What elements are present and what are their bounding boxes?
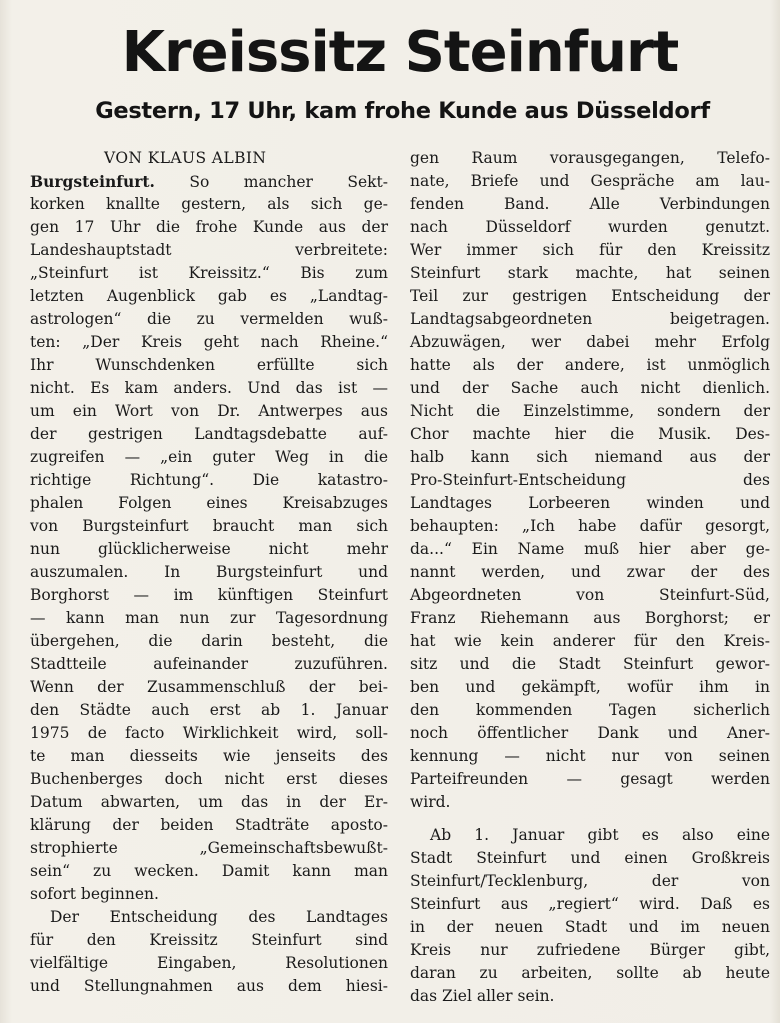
text-line: strophierte „Gemeinschaftsbewußt- [30, 839, 388, 857]
text-line: behaupten: „Ich habe dafür gesorgt, [410, 517, 770, 535]
text-line: ben und gekämpft, wofür ihm in [410, 678, 770, 696]
text-line: der gestrigen Landtagsdebatte auf- [30, 425, 388, 443]
text-line: sofort beginnen. [30, 885, 159, 903]
text-line: fenden Band. Alle Verbindungen [410, 195, 770, 213]
text-line: für den Kreissitz Steinfurt sind [30, 931, 388, 949]
paragraph-gap [410, 814, 770, 824]
text-line: wird. [410, 793, 451, 811]
text-line: te man diesseits wie jenseits des [30, 747, 388, 765]
text-line: vielfältige Eingaben, Resolutionen [30, 954, 388, 972]
text-line: Steinfurt aus „regiert“ wird. Daß es [410, 895, 770, 913]
text-line: übergehen, die darin besteht, die [30, 632, 388, 650]
text-line: Landtagsabgeordneten beigetragen. [410, 310, 770, 328]
text-line: daran zu arbeiten, sollte ab heute [410, 964, 770, 982]
text-line: den kommenden Tagen sicherlich [410, 701, 770, 719]
text-line: auszumalen. In Burgsteinfurt und [30, 563, 388, 581]
text-line: kennung — nicht nur von seinen [410, 747, 770, 765]
text-line [30, 170, 388, 193]
text-line: Steinfurt stark machte, hat seinen [410, 264, 770, 282]
text-line: Landeshauptstadt verbreitete: [30, 241, 388, 259]
text-line: sitz und die Stadt Steinfurt gewor- [410, 655, 770, 673]
text-line: hatte als der andere, ist unmöglich [410, 356, 770, 374]
text-line: korken knallte gestern, als sich ge- [30, 195, 388, 213]
text-line: Teil zur gestrigen Entscheidung der [410, 287, 770, 305]
text-line: in der neuen Stadt und im neuen [410, 918, 770, 936]
text-line: nach Düsseldorf wurden genutzt. [410, 218, 770, 236]
text-line: von Burgsteinfurt braucht man sich [30, 517, 388, 535]
text-line: sein“ zu wecken. Damit kann man [30, 862, 388, 880]
text-line: Ihr Wunschdenken erfüllte sich [30, 356, 388, 374]
text-line: Stadt Steinfurt und einen Großkreis [410, 849, 770, 867]
text-line: ten: „Der Kreis geht nach Rheine.“ [30, 333, 388, 351]
text-line: und der Sache auch nicht dienlich. [410, 379, 770, 397]
headline: Kreissitz Steinfurt [121, 20, 679, 85]
text-line: nannt werden, und zwar der des [410, 563, 770, 581]
text-line: Pro-Steinfurt-Entscheidung des [410, 471, 770, 489]
text-line: zugreifen — „ein guter Weg in die [30, 448, 388, 466]
subheadline: Gestern, 17 Uhr, kam frohe Kunde aus Düsseldorf [95, 98, 710, 124]
text-line: noch öffentlicher Dank und Aner- [410, 724, 770, 742]
text-line: — kann man nun zur Tagesordnung [30, 609, 388, 627]
text-line: Stadtteile aufeinander zuzuführen. [30, 655, 388, 673]
text-line: Kreis nur zufriedene Bürger gibt, [410, 941, 770, 959]
text-line: Wer immer sich für den Kreissitz [410, 241, 770, 259]
text-line: Abgeordneten von Steinfurt-Süd, [410, 586, 770, 604]
text-line: Landtages Lorbeeren winden und [410, 494, 770, 512]
text-line: „Steinfurt ist Kreissitz.“ Bis zum [30, 264, 388, 282]
text-line: Abzuwägen, wer dabei mehr Erfolg [410, 333, 770, 351]
text-line: Datum abwarten, um das in der Er- [30, 793, 388, 811]
text-line: richtige Richtung“. Die katastro- [30, 471, 388, 489]
text-line: nun glücklicherweise nicht mehr [30, 540, 388, 558]
text-line: nate, Briefe und Gespräche am lau- [410, 172, 770, 190]
text-line: Nicht die Einzelstimme, sondern der [410, 402, 770, 420]
text-line: Chor machte hier die Musik. Des- [410, 425, 770, 443]
text-line: Ab 1. Januar gibt es also eine [430, 826, 770, 844]
text-line: gen 17 Uhr die frohe Kunde aus der [30, 218, 388, 236]
text-line: 1975 de facto Wirklichkeit wird, soll- [30, 724, 388, 742]
text-line: gen Raum vorausgegangen, Telefo- [410, 149, 770, 167]
text-line: Wenn der Zusammenschluß der bei- [30, 678, 388, 696]
text-line: Franz Riehemann aus Borghorst; er [410, 609, 770, 627]
text-line: phalen Folgen eines Kreisabzuges [30, 494, 388, 512]
byline: VON KLAUS ALBIN [104, 149, 267, 167]
text-line: Buchenberges doch nicht erst dieses [30, 770, 388, 788]
text-line: den Städte auch erst ab 1. Januar [30, 701, 388, 719]
text-span: So mancher Sekt- [189, 173, 388, 191]
text-line: das Ziel aller sein. [410, 987, 555, 1005]
text-line: Parteifreunden — gesagt werden [410, 770, 770, 788]
text-line: astrologen“ die zu vermelden wuß- [30, 310, 388, 328]
dateline: Burgsteinfurt. [30, 172, 155, 191]
text-line: klärung der beiden Stadträte aposto- [30, 816, 388, 834]
text-line: halb kann sich niemand aus der [410, 448, 770, 466]
text-line: hat wie kein anderer für den Kreis- [410, 632, 770, 650]
text-line: und Stellungnahmen aus dem hiesi- [30, 977, 388, 995]
text-line: da...“ Ein Name muß hier aber ge- [410, 540, 770, 558]
article-column-1 [30, 147, 388, 998]
text-line: nicht. Es kam anders. Und das ist — [30, 379, 388, 397]
text-line: Borghorst — im künftigen Steinfurt [30, 586, 388, 604]
article-column-2 [410, 147, 770, 1008]
text-line: um ein Wort von Dr. Antwerpes aus [30, 402, 388, 420]
text-line: Der Entscheidung des Landtages [50, 908, 388, 926]
text-line: Steinfurt/Tecklenburg, der von [410, 872, 770, 890]
text-line: letzten Augenblick gab es „Landtag- [30, 287, 388, 305]
